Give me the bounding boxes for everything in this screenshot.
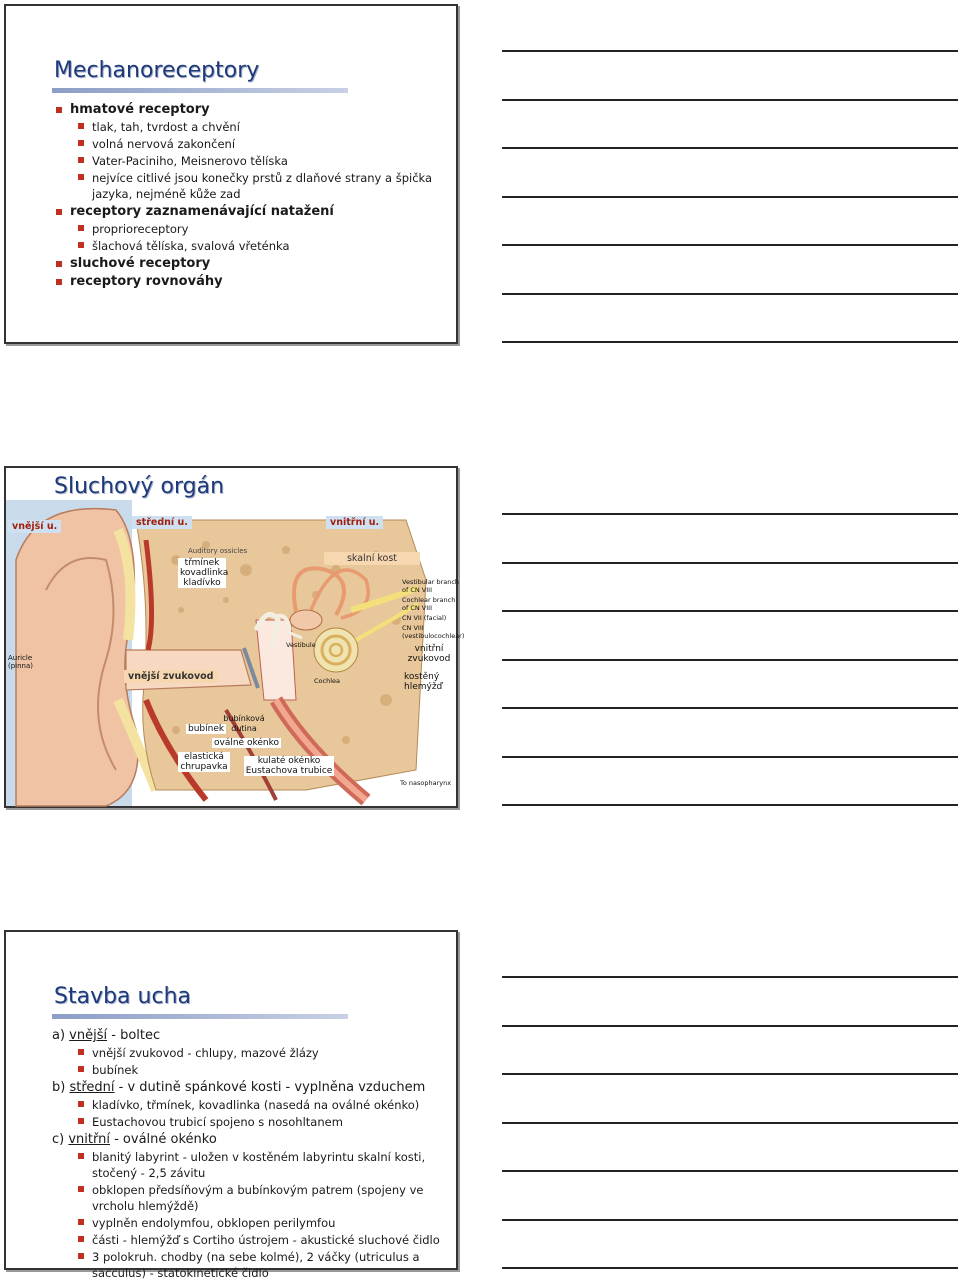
title-rule: [52, 88, 348, 93]
bullet-text: Vater-Paciniho, Meisnerovo tělíska: [92, 154, 288, 168]
note-line: [502, 293, 958, 295]
bullet-list: [52, 1026, 442, 1281]
note-line: [502, 1170, 958, 1172]
note-line: [502, 1122, 958, 1124]
note-line: [502, 1219, 958, 1221]
section-rest: - boltec: [107, 1028, 161, 1043]
note-line: [502, 804, 958, 806]
bullet-list: [52, 100, 442, 290]
label-tympanic-cavity: bubínková dutina: [223, 714, 265, 733]
bullet-square-icon: [78, 1253, 84, 1259]
bullet-text: nejvíce citlivé jsou konečky prstů z dlaňové strany a špička jazyka, nejméně kůže zad: [92, 171, 433, 201]
label-ossicle-names: [178, 558, 229, 588]
sub-bullet-item: [52, 1149, 442, 1181]
note-line: [502, 147, 958, 149]
bullet-text: tlak, tah, tvrdost a chvění: [92, 120, 240, 134]
bullet-text: kladívko, třmínek, kovadlinka (nasedá na oválné okénko): [92, 1098, 420, 1112]
bullet-text: receptory rovnováhy: [70, 274, 223, 289]
sub-bullet-item: [52, 136, 442, 152]
bullet-text: obklopen předsíňovým a bubínkovým patrem (spojeny ve vrcholu hlemýždě): [92, 1183, 424, 1213]
bullet-square-icon: [78, 1101, 84, 1107]
section-prefix: c): [52, 1132, 69, 1147]
label-cartilage: elastická chrupavka: [178, 752, 230, 772]
label-cochlear-branch: Cochlear branch of CN VIII: [402, 596, 456, 612]
bullet-square-icon: [78, 140, 84, 146]
note-line: [502, 341, 958, 343]
note-line: [502, 756, 958, 758]
slide-title: Sluchový orgán: [54, 474, 225, 499]
section-key: vnější: [69, 1028, 108, 1043]
note-line: [502, 1025, 958, 1027]
tag-middle-ear: střední u.: [132, 516, 192, 529]
note-line: [502, 976, 958, 978]
label-incus: kovadlinka: [180, 568, 229, 578]
slide-title: Stavba ucha: [54, 984, 191, 1009]
sub-bullet-item: [52, 1114, 442, 1130]
label-internal-meatus: vnitřní zvukovod: [407, 644, 451, 664]
label-vestibular-branch: Vestibular branch of CN VIII: [402, 578, 460, 594]
tag-outer-ear: vnější u.: [8, 520, 61, 533]
sub-bullet-item: [52, 1062, 442, 1078]
note-line: [502, 707, 958, 709]
section-key: střední: [69, 1080, 115, 1095]
label-cn7: CN VII (facial): [402, 614, 447, 622]
sub-bullet-item: [52, 1232, 442, 1248]
vestibule: [290, 610, 322, 630]
bullet-text: šlachová tělíska, svalová vřeténka: [92, 239, 290, 253]
slide-mechanoreceptory: [4, 4, 458, 344]
section-prefix: b): [52, 1080, 70, 1095]
tag-external-canal: vnější zvukovod: [124, 670, 217, 683]
bullet-text: receptory zaznamenávající natažení: [70, 204, 334, 219]
note-line: [502, 99, 958, 101]
label-cochlea: Cochlea: [314, 677, 340, 685]
section-prefix: a): [52, 1028, 70, 1043]
bullet-item: [52, 102, 442, 118]
bullet-square-icon: [56, 107, 62, 113]
slide-sluchovy-organ: [4, 466, 465, 808]
sub-bullet-item: [52, 170, 442, 202]
note-line: [502, 1267, 958, 1269]
bullet-square-icon: [56, 279, 62, 285]
sub-bullet-item: [52, 1045, 442, 1061]
bullet-square-icon: [78, 242, 84, 248]
bullet-square-icon: [78, 1049, 84, 1055]
note-line: [502, 244, 958, 246]
bullet-item: [52, 204, 442, 220]
note-line: [502, 659, 958, 661]
bullet-text: volná nervová zakončení: [92, 137, 236, 151]
bullet-square-icon: [78, 1066, 84, 1072]
note-line: [502, 562, 958, 564]
bullet-text: vnější zvukovod - chlupy, mazové žlázy: [92, 1046, 319, 1060]
label-round-window: kulaté okénko: [257, 756, 321, 766]
label-round-window-eustachian: [244, 756, 334, 776]
label-auricle: Auricle (pinna): [8, 654, 34, 670]
bullet-square-icon: [78, 225, 84, 231]
sub-bullet-item: [52, 221, 442, 237]
note-line: [502, 196, 958, 198]
label-bony-cochlea: kostěný hlemýžď: [404, 672, 443, 692]
label-eustachian: Eustachova trubice: [245, 766, 333, 776]
label-malleus: kladívko: [183, 578, 221, 588]
tag-inner-ear: vnitřní u.: [326, 516, 383, 529]
note-line: [502, 1073, 958, 1075]
note-line: [502, 610, 958, 612]
sub-bullet-item: [52, 119, 442, 135]
sub-bullet-item: [52, 1182, 442, 1214]
slide-title: Mechanoreceptory: [54, 58, 260, 83]
bullet-text: sluchové receptory: [70, 256, 211, 271]
note-line: [502, 50, 958, 52]
bullet-square-icon: [78, 157, 84, 163]
slide-stavba-ucha: [4, 930, 458, 1280]
label-cn8: CN VIII (vestibulocochlear): [402, 624, 465, 640]
label-stapes: třmínek: [184, 558, 220, 568]
label-oval-window: oválné okénko: [214, 738, 279, 748]
label-eardrum: bubínek: [188, 724, 225, 734]
section-heading: [52, 1028, 442, 1044]
section-rest: - v dutině spánkové kosti - vyplněna vzduchem: [114, 1080, 426, 1095]
tag-temporal-bone: skalní kost: [324, 552, 420, 565]
bullet-square-icon: [78, 1153, 84, 1159]
note-line: [502, 513, 958, 515]
section-key: vnitřní: [68, 1132, 110, 1147]
bullet-square-icon: [78, 1236, 84, 1242]
section-heading: [52, 1132, 442, 1148]
sub-bullet-item: [52, 1249, 442, 1281]
bullet-square-icon: [78, 1118, 84, 1124]
section-rest: - oválné okénko: [109, 1132, 217, 1147]
bullet-text: 3 polokruh. chodby (na sebe kolmé), 2 váčky (utriculus a sacculus) - statokinetické čidlo: [92, 1250, 420, 1280]
sub-bullet-item: [52, 1215, 442, 1231]
bullet-square-icon: [78, 123, 84, 129]
label-vestibule: Vestibule: [286, 641, 316, 649]
sub-bullet-item: [52, 153, 442, 169]
bullet-text: bubínek: [92, 1063, 139, 1077]
bullet-square-icon: [56, 209, 62, 215]
bullet-text: proprioreceptory: [92, 222, 189, 236]
bullet-text: vyplněn endolymfou, obklopen perilymfou: [92, 1216, 336, 1230]
bullet-square-icon: [78, 1186, 84, 1192]
sub-bullet-item: [52, 238, 442, 254]
sub-bullet-item: [52, 1097, 442, 1113]
bullet-text: hmatové receptory: [70, 102, 210, 117]
bullet-text: Eustachovou trubicí spojeno s nosohltanem: [92, 1115, 343, 1129]
label-ossicles: Auditory ossicles: [188, 547, 248, 555]
bullet-item: [52, 274, 442, 290]
bullet-item: [52, 256, 442, 272]
label-nasopharynx: To nasopharynx: [400, 779, 452, 787]
bullet-text: blanitý labyrint - uložen v kostěném labyrintu skalní kosti, stočený - 2,5 závitu: [92, 1150, 426, 1180]
bullet-text: části - hlemýžď s Cortiho ústrojem - akustické sluchové čidlo: [92, 1233, 440, 1247]
bullet-square-icon: [56, 261, 62, 267]
bullet-square-icon: [78, 1219, 84, 1225]
section-heading: [52, 1080, 442, 1096]
title-rule: [52, 1014, 348, 1019]
bullet-square-icon: [78, 174, 84, 180]
